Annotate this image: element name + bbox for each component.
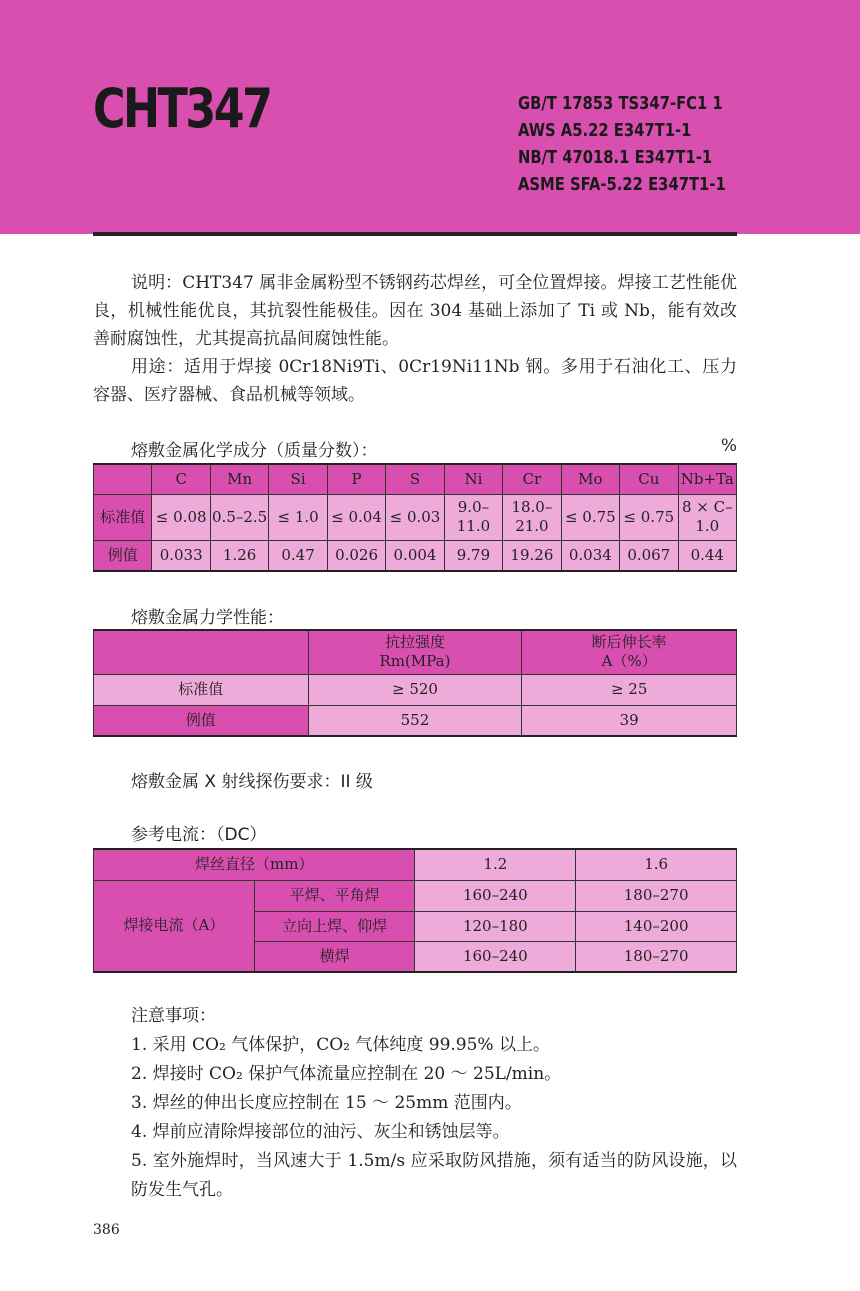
position-label: 横焊	[254, 941, 415, 972]
current-cell: 160–240	[415, 880, 576, 911]
chem-header: Si	[269, 464, 327, 494]
current-diameter-row	[94, 849, 737, 880]
note-item: 5. 室外施焊时，当风速大于 1.5m/s 应采取防风措施，须有适当的防风设施，以防发生气孔。	[131, 1151, 737, 1200]
chem-cell: 18.0– 21.0	[503, 494, 561, 540]
standard-item: GB/T 17853 TS347-FC1 1	[518, 93, 723, 114]
chem-header-row	[94, 464, 737, 494]
chem-row-label: 例值	[94, 540, 152, 571]
description-paragraph	[93, 269, 737, 353]
mech-cell: ≥ 520	[308, 674, 522, 705]
chem-cell: 8 × C– 1.0	[678, 494, 736, 540]
chem-title: 熔敷金属化学成分（质量分数）：	[131, 441, 378, 461]
diameter-label: 焊丝直径（mm）	[94, 849, 415, 880]
chem-cell: ≤ 0.03	[386, 494, 444, 540]
diameter-value: 1.6	[576, 849, 737, 880]
chem-unit: %	[720, 436, 737, 456]
mech-header: 断后伸长率 A（%）	[522, 630, 737, 674]
header-rule	[93, 232, 737, 236]
position-label: 平焊、平角焊	[254, 880, 415, 911]
current-row	[94, 880, 737, 911]
chem-cell: 9.0– 11.0	[444, 494, 502, 540]
position-label: 立向上焊、仰焊	[254, 911, 415, 941]
chem-cell: 0.5–2.5	[210, 494, 268, 540]
note-item: 1. 采用 CO₂ 气体保护，CO₂ 气体纯度 99.95% 以上。	[131, 1035, 550, 1055]
chem-cell: 0.034	[561, 540, 619, 571]
mech-corner	[94, 630, 309, 674]
chem-cell: ≤ 1.0	[269, 494, 327, 540]
chem-cell: ≤ 0.75	[561, 494, 619, 540]
mech-cell: 552	[308, 705, 522, 736]
note-item: 4. 焊前应清除焊接部位的油污、灰尘和锈蚀层等。	[131, 1122, 510, 1142]
mech-table	[93, 629, 737, 737]
chem-cell: 9.79	[444, 540, 502, 571]
chem-cell: 0.004	[386, 540, 444, 571]
description-label: 说明：	[131, 273, 183, 293]
mech-row-example	[94, 705, 737, 736]
chem-header: Ni	[444, 464, 502, 494]
chem-cell: 0.033	[152, 540, 210, 571]
product-name: CHT347	[93, 77, 271, 140]
chem-cell: 0.067	[620, 540, 678, 571]
chem-row-example	[94, 540, 737, 571]
chem-header: S	[386, 464, 444, 494]
chem-cell: 0.44	[678, 540, 736, 571]
chem-row-standard	[94, 494, 737, 540]
notes-section	[93, 1002, 737, 1205]
chem-cell: 0.47	[269, 540, 327, 571]
chem-header: Cr	[503, 464, 561, 494]
page-number: 386	[93, 1222, 120, 1238]
chem-header: Mo	[561, 464, 619, 494]
chem-row-label: 标准值	[94, 494, 152, 540]
current-table	[93, 848, 737, 973]
chem-cell: ≤ 0.04	[327, 494, 385, 540]
chem-header: Nb+Ta	[678, 464, 736, 494]
mech-cell: ≥ 25	[522, 674, 737, 705]
chem-cell: 1.26	[210, 540, 268, 571]
note-item: 3. 焊丝的伸出长度应控制在 15 ～ 25mm 范围内。	[131, 1093, 522, 1113]
mech-row-label: 例值	[94, 705, 309, 736]
chem-header: C	[152, 464, 210, 494]
current-title: 参考电流：（DC）	[131, 825, 267, 845]
usage-text: 适用于焊接 0Cr18Ni9Ti、0Cr19Ni11Nb 钢。多用于石油化工、压力容器、医疗器械、食品机械等领域。	[93, 357, 738, 405]
standards-list	[518, 90, 726, 198]
chem-table	[93, 463, 737, 572]
chem-corner	[94, 464, 152, 494]
chem-header: Cu	[620, 464, 678, 494]
standard-item: NB/T 47018.1 E347T1-1	[518, 147, 713, 168]
chem-cell: ≤ 0.08	[152, 494, 210, 540]
current-cell: 180–270	[576, 880, 737, 911]
mech-header: 抗拉强度 Rm(MPa)	[308, 630, 522, 674]
chem-cell: 0.026	[327, 540, 385, 571]
xray-requirement: 熔敷金属 X 射线探伤要求：II 级	[131, 772, 373, 792]
current-group-label: 焊接电流（A）	[94, 880, 255, 972]
current-cell: 120–180	[415, 911, 576, 941]
chem-cell: ≤ 0.75	[620, 494, 678, 540]
chem-header: P	[327, 464, 385, 494]
usage-paragraph	[93, 353, 737, 409]
mech-cell: 39	[522, 705, 737, 736]
current-cell: 180–270	[576, 941, 737, 972]
standard-item: AWS A5.22 E347T1-1	[518, 120, 692, 141]
standard-item: ASME SFA-5.22 E347T1-1	[518, 174, 726, 195]
mech-row-standard	[94, 674, 737, 705]
current-cell: 160–240	[415, 941, 576, 972]
description-text: CHT347 属非金属粉型不锈钢药芯焊丝，可全位置焊接。焊接工艺性能优良，机械性能优良，其抗裂性能极佳。因在 304 基础上添加了 Ti 或 Nb，能有效改善耐腐蚀性，尤其提高抗晶间腐蚀性能。	[93, 273, 738, 349]
chem-header: Mn	[210, 464, 268, 494]
usage-label: 用途：	[131, 357, 185, 377]
mech-header-row	[94, 630, 737, 674]
current-cell: 140–200	[576, 911, 737, 941]
mech-title: 熔敷金属力学性能：	[131, 608, 284, 628]
note-item: 2. 焊接时 CO₂ 保护气体流量应控制在 20 ～ 25L/min。	[131, 1064, 562, 1084]
mech-row-label: 标准值	[94, 674, 309, 705]
chem-cell: 19.26	[503, 540, 561, 571]
diameter-value: 1.2	[415, 849, 576, 880]
notes-title: 注意事项：	[131, 1006, 216, 1026]
